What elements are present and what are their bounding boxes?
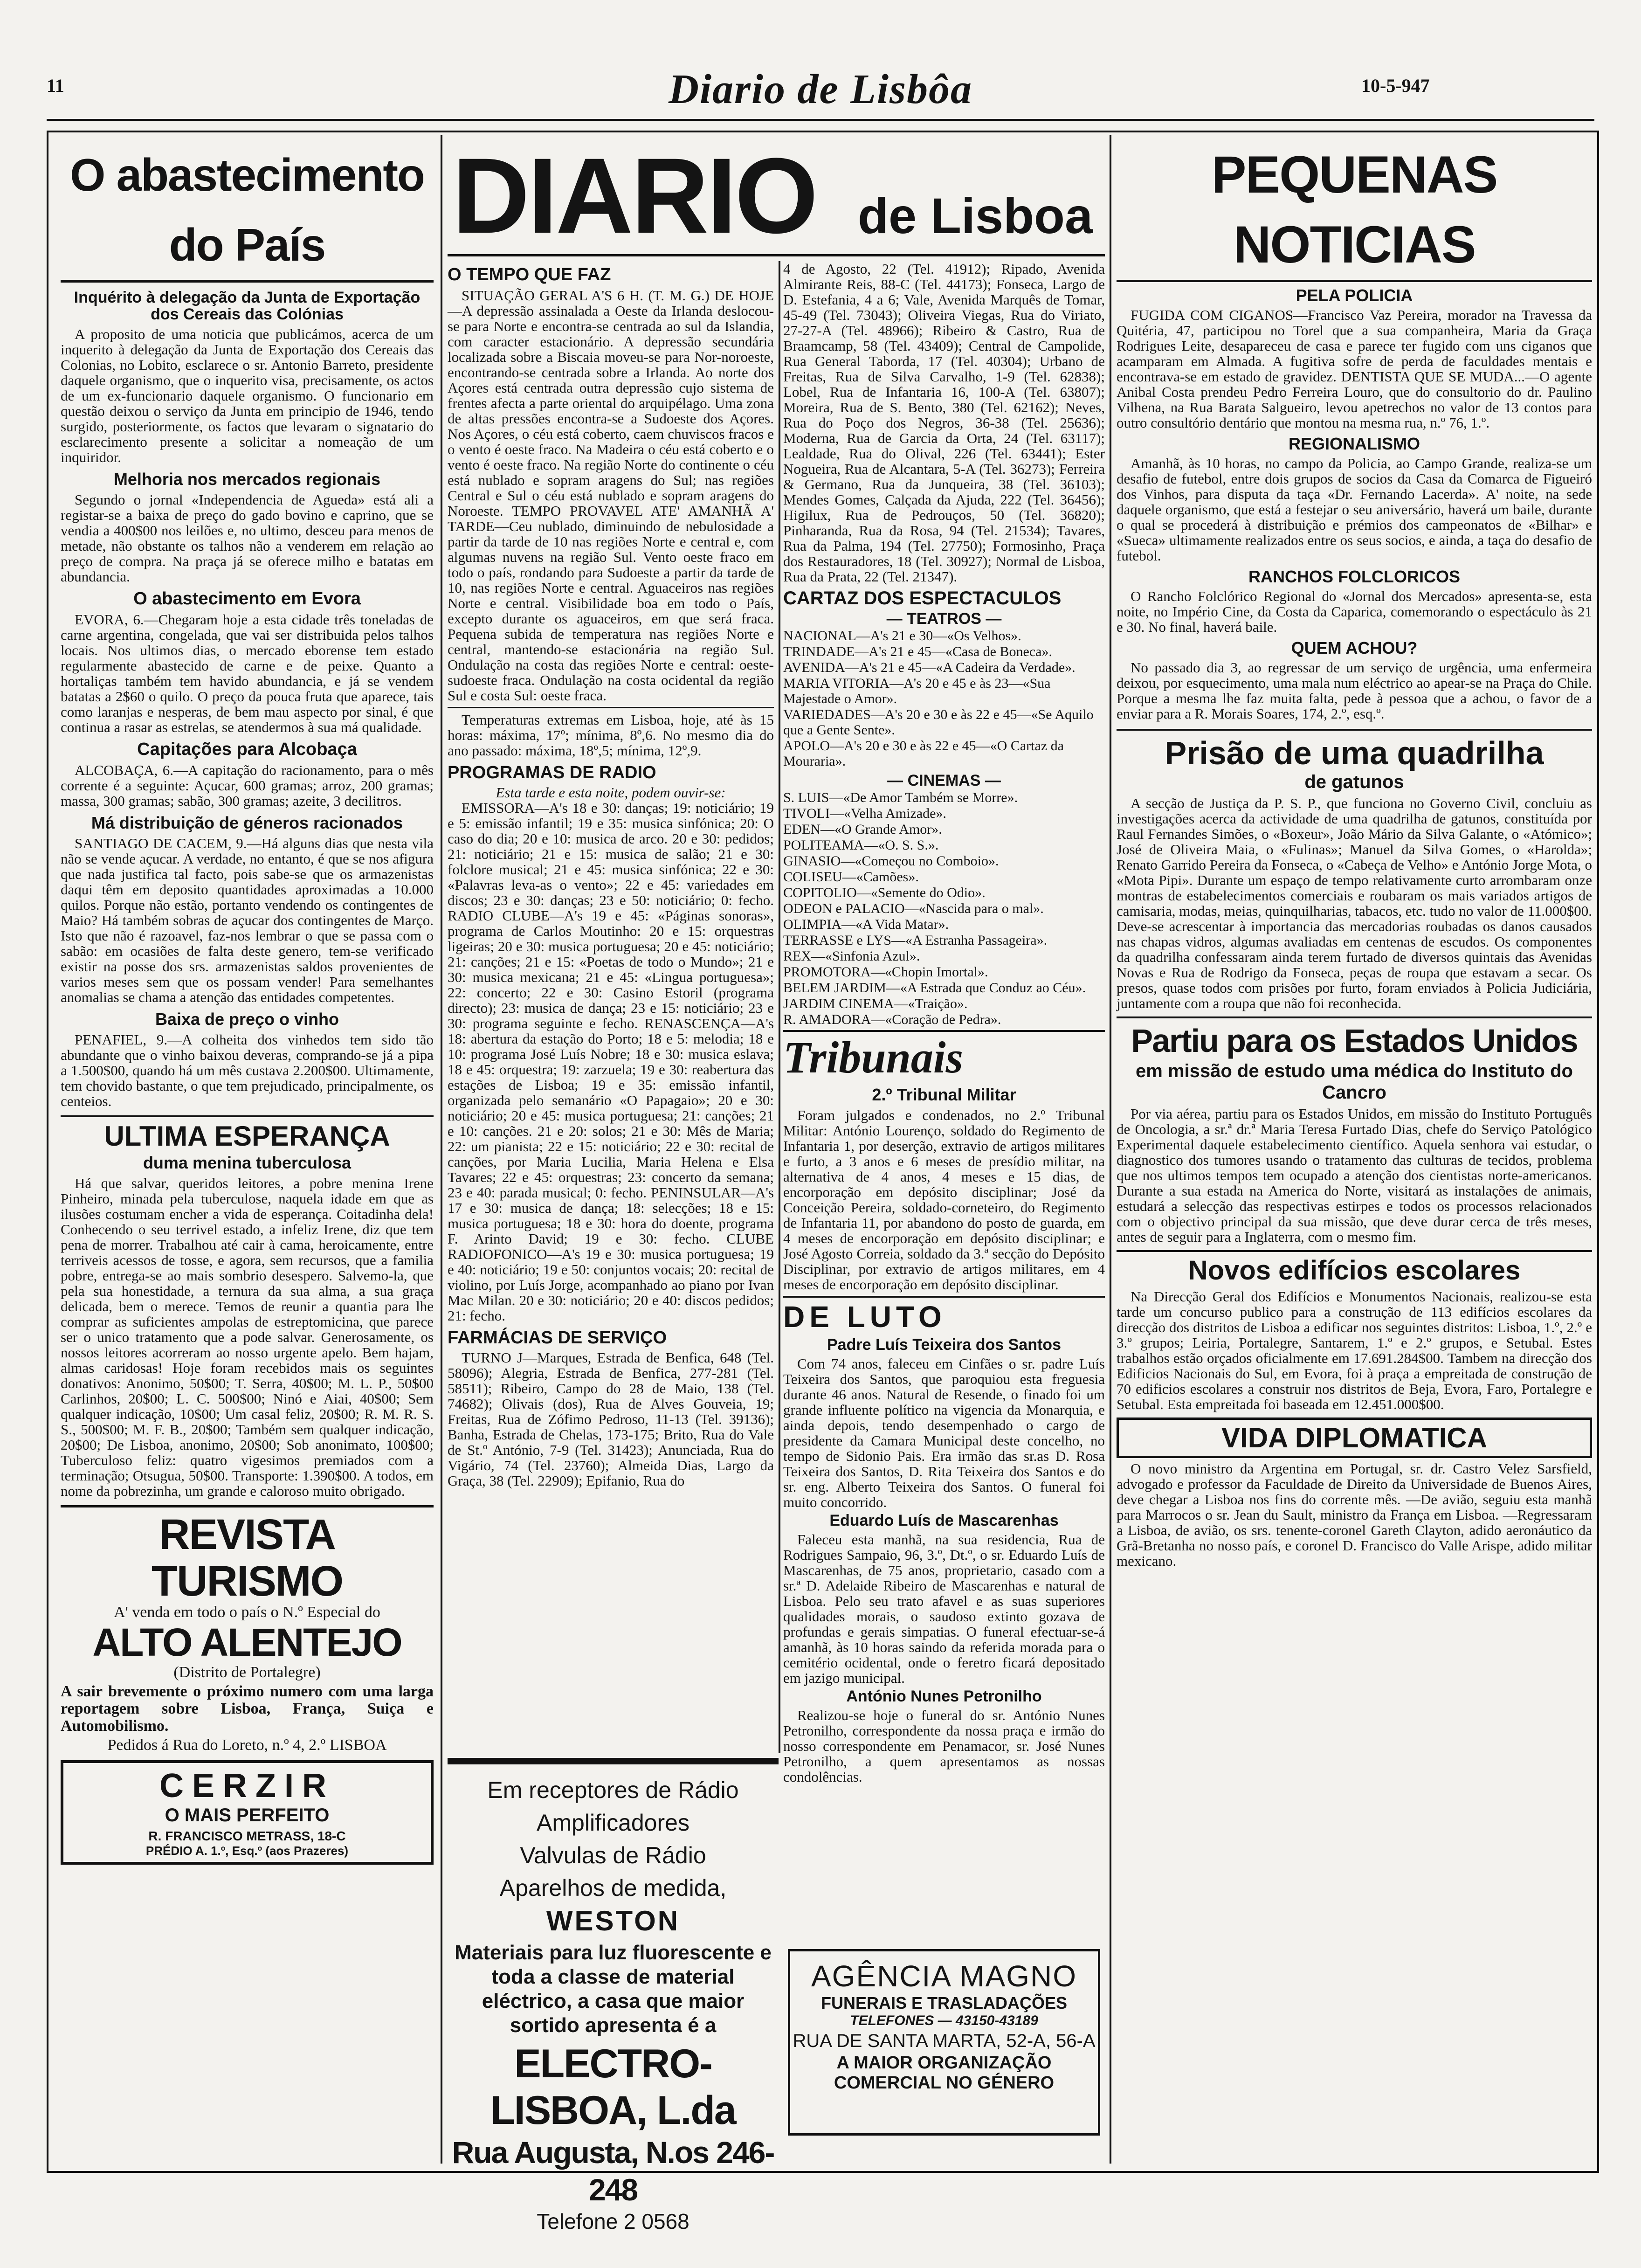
ad-line-2: Amplificadores <box>537 1810 689 1836</box>
ma-distribuicao-heading: Má distribuição de géneros racionados <box>91 813 403 832</box>
luto2-name: Eduardo Luís de Mascarenhas <box>829 1512 1059 1529</box>
cinema-item: COLISEU—«Camões». <box>783 869 919 885</box>
melhoria-heading: Melhoria nos mercados regionais <box>113 470 381 489</box>
alcobaca-heading: Capitações para Alcobaça <box>137 740 357 759</box>
tribunal-subtitle: 2.º Tribunal Militar <box>872 1085 1016 1104</box>
diario-logo-big: DIARIO <box>452 136 816 256</box>
ranchos-heading: RANCHOS FOLCLORICOS <box>1248 567 1460 586</box>
inquerito-heading: Inquérito à delegação da Junta de Exportação dos Cereais das Colónias <box>74 289 421 323</box>
ad-line-5: Materiais para luz fluorescente e toda a classe de material eléctrico, a casa que maior sortido apresenta é a <box>455 1941 772 2037</box>
agencia-tagline-2: COMERCIAL NO GÉNERO <box>834 2073 1055 2093</box>
ad-rua: Rua Augusta, N.os 246-248 <box>452 2135 774 2207</box>
teatros-heading: — TEATROS — <box>886 610 1002 628</box>
agencia-magno-ad <box>788 1949 1100 2136</box>
agencia-telefones: TELEFONES — 43150-43189 <box>850 2013 1038 2028</box>
revista-distrito: (Distrito de Portalegre) <box>173 1664 321 1681</box>
esperanca-title: ULTIMA ESPERANÇA <box>61 1115 434 1152</box>
issue-date: 10-5-947 <box>1361 75 1430 96</box>
cinema-item: COPITOLIO—«Semente do Odio». <box>783 885 986 900</box>
ad-weston: WESTON <box>546 1905 680 1936</box>
ad-electro: ELECTRO-LISBOA, L.da <box>490 2041 736 2133</box>
page-number: 11 <box>47 75 64 96</box>
cinema-item: JARDIM CINEMA—«Traição». <box>783 996 968 1011</box>
melhoria-body: Segundo o jornal «Independencia de Agueda» está ali a registar-se a baixa de preço do gado bovino e caprino, que se vendia a 400$00 nos leilões e, no ultimo, desceu para menos de metade, não obstante os talhos não a venderem em relação ao preço de compra. Na praça já se oferece milho e batatas em abundancia. <box>61 491 434 585</box>
revista-ad <box>61 1505 434 1754</box>
alcobaca-body: ALCOBAÇA, 6.—A capitação do racionamento, para o mês corrente é a seguinte: Açucar, 600 gramas; arroz, 200 gramas; massa, 300 gramas; sabão, 300 gramas; azeite, 3 decilitros. <box>61 762 434 809</box>
agencia-rua: RUA DE SANTA MARTA, 52-A, 56-A <box>793 2031 1096 2051</box>
inquerito-body: A proposito de uma noticia que publicámos, acerca de um inquerito à delegação da Junta de Exportação dos Cereais das Colonias, no Lobito, esclarece o sr. Antonio Barreto, presidente daquele organismo, que o inquerito visa, precisamente, os actos de um ex-funcionario daquele organismo. O funcionario em questão deixou o serviço da Junta em principio de 1946, tendo surgido, posteriormente, os factos que levaram o signatario do esclarecimento presente a solicitar a nomeação de um inquiridor. <box>61 326 434 465</box>
luto1-name: Padre Luís Teixeira dos Santos <box>827 1336 1061 1354</box>
revista-pedidos: Pedidos á Rua do Loreto, n.º 4, 2.º LISBOA <box>107 1736 387 1754</box>
vida-body: O novo ministro da Argentina em Portugal, sr. dr. Castro Velez Sarsfield, advogado e professor da Faculdade de Direito da Universidade de Buenos Aires, deve chegar a Lisboa nos fins do corrente mês. —De avião, seguiu esta manhã para Marrocos o sr. Jean du Sault, ministro da França em Lisboa. —Regressaram a Lisboa, de avião, os srs. tenente-coronel Gareth Clayton, adido aeronáutico da Grã-Bretanha no nosso país, e coronel D. Francisco do Valle Arispe, adido militar mexicano. <box>1117 1460 1592 1569</box>
cinema-item: ODEON e PALACIO—«Nascida para o mal». <box>783 901 1044 916</box>
ad-line-1: Em receptores de Rádio <box>487 1777 739 1803</box>
esperanca-subtitle: duma menina tuberculosa <box>143 1153 352 1172</box>
col1-title: O abastecimento do País <box>61 140 434 283</box>
tribunal-body: Foram julgados e condenados, no 2.º Tribunal Militar: António Lourenço, soldado do Regimento de Infantaria 1, por deserção, extravio de artigos militares e furto, a 3 anos e 6 meses de presídio militar, na alternativa de 4 anos, 4 meses e 15 dias, de encorporação em depósito disciplinar; José da Conceição Pereira, soldado-corneteiro, do Regimento de Infantaria 11, por abandono do posto de guarda, em 4 meses de encorporação em depósito disciplinar; e José Agosto Correia, soldado da 3.ª secção do Depósito Disciplinar, por extravio de artigos militares, em 4 meses de encorporação em depósito disciplinar. <box>783 1107 1105 1293</box>
partiu-body: Por via aérea, partiu para os Estados Unidos, em missão do Instituto Português de Oncologia, a sr.ª dr.ª Maria Teresa Furtado Dias, chefe do Serviço Patológico Experimental daquele estabelecimento científico. Aquela senhora vai estudar, o diagnostico dos tumores usando o tratamento das culturas de tecidos, problema que nos ultimos tempos tem ocupado a atenção dos cientistas norte-americanos. Durante a sua estada na America do Norte, visitará as instalações de animais, estudará a selecção das respectivas estirpes e todos os processos relacionados com o objectivo principal da sua missão, que deve durar cerca de três meses, antes de seguir para a Inglaterra, com o mesmo fim. <box>1117 1106 1592 1245</box>
ad-line-4: Aparelhos de medida, <box>499 1875 727 1901</box>
edificios-title: Novos edifícios escolares <box>1117 1250 1592 1286</box>
ranchos-body: O Rancho Folclórico Regional do «Jornal dos Mercados» apresenta-se, esta noite, no Império Cine, da Costa da Caparica, comemorando o espectáculo às 21 e 30. No final, haverá baile. <box>1117 588 1592 635</box>
electro-lisboa-ad <box>448 1758 779 2233</box>
esperanca-body: Há que salvar, queridos leitores, a pobre menina Irene Pinheiro, minada pela tuberculose, naquela idade em que as ilusões costumam encher a vida de esperança. Coitadinha dela! Conhecendo o seu terrivel estado, a infeliz Irene, diz que tem pena de morrer. Trabalhou até cair à cama, heroicamente, entre terriveis acessos de tosse, e agora, sem recursos, que a familia pobre, entrega-se ao mais sombrio desespero. Salvemo-la, que pela sua honestidade, a ternura da sua alma, a sua graça delicada, bem o merece. Temos de reunir a quantia para lhe comprar as suficientes ampolas de estreptomicina, que parece ser o unico tratamento que a pode salvar. Generosamente, os nossos leitores acorreram ao nosso urgente apelo. Bem hajam, almas caridosas! Hoje foram recebidos mais os seguintes donativos: Anonimo, 50$00; T. Serra, 40$00; M. L. P., 50$00 Carlinhos, 20$00; L. C. 500$00; Ninó e Aiai, 40$00; Sem qualquer indicação, 10$00; Um casal feliz, 20$00; R. M. R. S. S., 500$00; M. F. B., 20$00; Também sem qualquer indicação, 20$00; De Lisboa, anonimo, 20$00; Sob anonimato, 100$00; Tuberculoso feliz: quatro vigesimos premiados com a terminação; Otsugua, 50$00. Transporte: 1.390$00. A todos, em nome da pobrezinha, um grande e caloroso muito obrigado. <box>61 1175 434 1499</box>
agencia-subtitle: FUNERAIS E TRASLADAÇÕES <box>820 1993 1068 2012</box>
cerzir-address-1: R. FRANCISCO METRASS, 18-C <box>148 1829 346 1843</box>
radio-heading: PROGRAMAS DE RADIO <box>448 763 656 782</box>
radio-subtitle: Esta tarde e esta noite, podem ouvir-se: <box>496 784 726 801</box>
tempo-body: SITUAÇÃO GERAL A'S 6 H. (T. M. G.) DE HOJE—A depressão assinalada a Oeste da Irlanda deslocou-se para Norte e encontra-se centrada ao sul da Islandia, com caracter estacionário. A depressão secundária localizada sobre a Biscaia moveu-se para Nor-noroeste, encontrando-se centrada sobre a Irlanda. Ao norte dos Açores está centrada outra depressão cujo sistema de frentes afecta a parte oriental do arquipélago. Uma zona de altas pressões encontra-se a Sudoeste dos Açores. Nos Açores, o céu está coberto, caem chuviscos fracos e o vento é oeste fraco. Na Madeira o céu está coberto e o vento é oeste fraco. Na região Norte do continente o céu está nublado e sopram aragens do Sul; nas regiões Central e Sul o céu está nublado e sopram aragens do Noroeste. TEMPO PROVAVEL ATE' AMANHÃ A' TARDE—Ceu nublado, diminuindo de nebulosidade a partir da tarde de 10 nas regiões Norte e central e, com algumas nuvens na região Sul. Vento oeste fraco em todo o país, rondando para Sudoeste a partir da tarde de 10, nas regiões Norte e central. Aguaceiros nas regiões Norte e central. Visibilidade boa em todo o País, excepto durante os aguaceiros, em que será fraca. Pequena subida de temperatura nas regiões Norte e central, mantendo-se estacionária na região Sul. Ondulação na costa das regiões Norte e central: oeste-sudoeste fraca. Ondulação na costa ocidental da região Sul e costa Sul: oeste fraca. <box>448 287 774 704</box>
vinho-body: PENAFIEL, 9.—A colheita dos vinhedos tem sido tão abundante que o vinho baixou deveras, comprando-se já a pipa a 1.500$00, quando há um mês custava 2.200$00. Ultimamente, tem chovido bastante, o que tem prejudicado, principalmente, os centeios. <box>61 1031 434 1109</box>
cerzir-address-2: PRÉDIO A. 1.º, Esq.º (aos Prazeres) <box>145 1844 349 1858</box>
column-rule-2 <box>779 261 780 1753</box>
column-4 <box>1117 140 1592 2164</box>
cinema-item: OLIMPIA—«A Vida Matar». <box>783 917 949 932</box>
cinema-item: REX—«Sinfonia Azul». <box>783 948 920 964</box>
teatro-item: APOLO—A's 20 e 30 e às 22 e 45—«O Cartaz da Mouraria». <box>783 738 1064 769</box>
header-rule <box>47 119 1594 121</box>
teatro-item: AVENIDA—A's 21 e 45—«A Cadeira da Verdade». <box>783 660 1076 675</box>
radio-body: EMISSORA—A's 18 e 30: danças; 19: noticiário; 19 e 5: emissão infantil; 19 e 35: musica sinfónica; 20: O caso do dia; 20 e 10: musica de arco. 20 e 30: pedidos; 21: noticiário; 21 e 15: musica de salão; 21 e 30: folclore musical; 21 e 45: musica sinfónica; 22 e 30: «Palavras leva-as o vento»; 22 e 45: variedades em discos; 23 e 30: danças; 23 e 50: noticiário; 0: fecho. RADIO CLUBE—A's 19 e 45: «Páginas sonoras», programa de Carlos Moutinho: 20 e 15: orquestras ligeiras; 20 e 30: musica portuguesa; 20 e 45: noticiário; 21: canções; 21 e 15: «Poetas de todo o Mundo»; 21 e 30: musica mexicana; 21 e 45: «Lingua portuguesa»; 22: concerto; 22 e 30: Casino Estoril (programa directo); 23: musica de dança; 23 e 15: noticiário; 23 e 30: programa seguinte e fecho. RENASCENÇA—A's 18: abertura da estação do Porto; 18 e 5: melodia; 18 e 10: programa José Luís Nobre; 18 e 30: musica eslava; 18 e 45: orquestra; 19: zarzuela; 19 e 30: reabertura das estações de Lisboa; 19 e 35: emissão infantil, organizada pelo semanário «O Papagaio»; 20 e 30: noticiário; 20 e 45: musica portuguesa; 21: canções; 21 e 10: canções. 21 e 20: solos; 21 e 30: Mês de Maria; 22: um pianista; 22 e 15: noticiário; 22 e 30: recital de canções, por Maria Lucilia, Maria Helena e Elsa Tavares; 22 e 45: orquestras; 23: concerto da semana; 23 e 40: parada musical; 0: fecho. PENINSULAR—A's 17 e 30: musica de dança; 18: selecções; 18 e 15: musica portuguesa; 18 e 30: hora do doente, programa F. Arinto David; 19 e 30: fecho. CLUBE RADIOFONICO—A's 19 e 30: musica portuguesa; 19 e 40: noticiário; 19 e 50: conjuntos vocais; 20: recital de violino, por Luís Jorge, acompanhado ao piano por Ivan Mac Milan. 20 e 30: noticiário; 20 e 40: discos pedidos; 21: fecho. <box>448 800 774 1324</box>
column-rule-1 <box>441 135 442 2164</box>
prisao-subtitle: de gatunos <box>1304 772 1404 792</box>
regionalismo-body: Amanhã, às 10 horas, no campo da Policia, ao Campo Grande, realiza-se um desafio de futebol, entre dois grupos de socios da Casa da Comarca de Figueiró dos Vinhos, para disputa da taça «Dr. Fernando Lacerda». A' noite, na sede daquele organismo, que está a festejar o seu aniversário, haverá um baile, durante o qual se procederá à distribuição e prémios dos campeonatos de «Bilhar» e «Sueca» ultimamente realizados entre os seus socios, e ainda, a taça do desafio de futebol. <box>1117 455 1592 564</box>
vida-title: VIDA DIPLOMATICA <box>1117 1418 1592 1458</box>
cinema-item: EDEN—«O Grande Amor». <box>783 822 942 837</box>
cinema-item: S. LUIS—«De Amor Também se Morre». <box>783 790 1018 805</box>
teatro-item: NACIONAL—A's 21 e 30—«Os Velhos». <box>783 628 1021 643</box>
luto2-body: Faleceu esta manhã, na sua residencia, Rua de Rodrigues Sampaio, 96, 3.º, Dt.º, o sr. Eduardo Luís de Mascarenhas, de 75 anos, proprietario, casado com a sr.ª D. Adelaide Ribeiro de Mascarenhas e natural de Lisboa. Pelo seu trato afavel e as suas superiores qualidades morais, o saudoso extinto gozava de profundas e gerais simpatias. O funeral efectuar-se-á amanhã, às 10 horas saindo da referida morada para o cemitério ocidental, onde o feretro ficará depositado em jazigo municipal. <box>783 1531 1105 1686</box>
prisao-body: A secção de Justiça da P. S. P., que funciona no Governo Civil, concluiu as investigações acerca da actividade de uma quadrilha de gatunos, constituída por Raul Fernandes Simões, o «Boxeur», João Mário da Silva Galante, o «Atómico»; José de Oliveira Maia, o «Fulinas»; Manuel da Silva Gomes, o «Harolda»; Renato Garrido Pereira da Fonseca, o «Cabeça de Velho» e António Jorge Mota, o «Mota Pipi». Durante um espaço de tempo relativamente curto arrombaram onze montras de estabelecimentos comerciais e roubaram os mais variados artigos de camisaria, modas, meias, quinquilharias, tabacos, etc. tudo no valor de 11.000$00. Deve-se acrescentar à importancia das mercadorias roubadas os danos causados nas chapas vidros, algumas avaliadas em centenas de escudos. Os componentes da quadrilha confessaram ainda terem furtado de diversos quintais das Avenidas Novas e Rua de Rodrigo da Fonseca, peças de roupa que estavam a secar. Os presos, quase todos com prisões por furto, foram enviados à Policia Judiciária, juntamente com a roupa que não foi reconhecida. <box>1117 795 1592 1011</box>
teatro-item: MARIA VITORIA—A's 20 e 45 e às 23—«Sua Majestade o Amor». <box>783 676 1051 706</box>
evora-heading: O abastecimento em Evora <box>133 589 361 608</box>
partiu-subtitle: em missão de estudo uma médica do Instituto do Cancro <box>1136 1061 1573 1103</box>
agencia-title: AGÊNCIA MAGNO <box>811 1959 1077 1993</box>
cinema-item: TERRASSE e LYS—«A Estranha Passageira». <box>783 933 1048 948</box>
cerzir-title: CERZIR <box>159 1767 335 1805</box>
farmacias-body: TURNO J—Marques, Estrada de Benfica, 648 (Tel. 58096); Alegria, Estrada de Benfica, 277-281 (Tel. 58511); Ribeiro, Campo do 28 de Maio, 138 (Tel. 74682); Olivais (dos), Rua de Alves Gouveia, 19; Freitas, Rua de Zófimo Pedroso, 11-13 (Tel. 39136); Banha, Estrada de Chelas, 173-175; Brito, Rua do Vale de St.º António, 7-9 (Tel. 31423); Anunciada, Rua do Vigário, 74 (Tel. 23760); Almeida Dias, Largo da Graça, 38 (Tel. 22909); Epifanio, Rua do <box>448 1349 774 1489</box>
luto-heading: DE LUTO <box>783 1296 1105 1334</box>
revista-line1: A' venda em todo o país o N.º Especial do <box>114 1604 380 1621</box>
revista-body: A sair brevemente o próximo numero com uma larga reportagem sobre Lisboa, França, Suiça e Automobilismo. <box>61 1683 434 1735</box>
farmacias-continuation: 4 de Agosto, 22 (Tel. 41912); Ripado, Avenida Almirante Reis, 88-C (Tel. 44173); Fonseca, Largo de D. Estefania, 4 a 6; Vale, Avenida Marquês de Tomar, 45-49 (Tel. 73043); Oliveira Viegas, Rua do Viriato, 27-27-A (Tel. 48966); Ribeiro & Castro, Rua de Braamcamp, 58 (Tel. 43409); Central de Campolide, Rua General Taborda, 17 (Tel. 40304); Urbano de Freitas, Rua de Silva Carvalho, 1-9 (Tel. 62838); Lobel, Rua de Infantaria 16, 100-A (Tel. 63807); Moreira, Rua de S. Bento, 380 (Tel. 62162); Neves, Rua do Poço dos Negros, 36-38 (Tel. 25636); Moderna, Rua de Garcia da Orta, 24 (Tel. 63117); Lealdade, Rua do Olival, 226 (Tel. 63441); Ester Nogueira, Rua de Alcantara, 5-A (Tel. 36273); Ferreira & Germano, Rua da Junqueira, 38 (Tel. 36103); Mendes Gomes, Calçada da Ajuda, 222 (Tel. 36456); Higilux, Rua de Pedrouços, 50 (Tel. 36820); Pinharanda, Rua da Rosa, 94 (Tel. 21534); Tavares, Rua da Palma, 194 (Tel. 27750); Formosinho, Praça dos Restauradores, 18 (Tel. 30927); Normal de Lisboa, Rua da Prata, 22 (Tel. 21347). <box>783 261 1105 585</box>
ad-line-3: Valvulas de Rádio <box>520 1842 706 1868</box>
cinema-item: GINASIO—«Começou no Comboio». <box>783 853 999 869</box>
edificios-body: Na Direcção Geral dos Edifícios e Monumentos Nacionais, realizou-se esta tarde um concurso publico para a construção de 113 edifícios escolares da direcção dos distritos de Lisboa a edificar nos seguintes distritos: Lisboa, 1.º, 2.º e 3.º grupos; Leiria, Portalegre, Santarem, 1.º e 2.º grupos, e Setubal. Estes trabalhos estão orçados oficialmente em 17.691.284$00. Tambem na direcção dos Edificios Nacionais do Sul, em Evora, foi à praça a empreitada de construção de 70 edificios escolares a construir nos distritos de Beja, Evora, Faro, Portalegre e Setubal. Esta empreitada foi baseada em 12.451.000$00. <box>1117 1288 1592 1412</box>
evora-body: EVORA, 6.—Chegaram hoje a esta cidade três toneladas de carne argentina, congelada, que vai ser distribuida pelos talhos locais. Nos ultimos dias, o mercado eborense tem estado regularmente abastecido de carne e de peixe. Quanto a hortaliças também tem havido abundancia, e já se vendem batatas a 2$60 o quilo. O preço da pouca fruta que aparece, tais como laranjas e nesperas, de bem mau aspecto por sinal, é que continua a rasar as estrelas, se atendermos à sua má qualidade. <box>61 611 434 735</box>
revista-title: REVISTA TURISMO <box>151 1511 343 1605</box>
diario-logo-small: de Lisboa <box>858 187 1093 244</box>
cinemas-heading: — CINEMAS — <box>887 772 1001 789</box>
column-2 <box>448 261 774 1753</box>
ad-telefone: Telefone 2 0568 <box>537 2209 689 2233</box>
regionalismo-heading: REGIONALISMO <box>1288 434 1420 453</box>
column-1 <box>61 140 434 2164</box>
cinemas-list <box>783 790 1105 1027</box>
cerzir-subtitle: O MAIS PERFEITO <box>165 1805 330 1825</box>
luto1-body: Com 74 anos, faleceu em Cinfães o sr. padre Luís Teixeira dos Santos, que paroquiou esta freguesia durante 46 anos. Natural de Resende, o finado foi um grande influente político na vigencia da Monarquia, e ainda depois, tendo desempenhado o cargo de presidente da Camara Municipal deste concelho, no tempo de Sidonio Pais. Era irmão das sr.as D. Rosa Teixeira dos Santos, D. Rita Teixeira dos Santos e do sr. eng. Alberto Teixeira dos Santos. O funeral foi muito concorrido. <box>783 1355 1105 1510</box>
vinho-heading: Baixa de preço o vinho <box>155 1010 339 1029</box>
teatro-item: VARIEDADES—A's 20 e 30 e às 22 e 45—«Se Aquilo que a Gente Sente». <box>783 707 1094 738</box>
tribunais-heading: Tribunais <box>783 1030 1105 1083</box>
teatro-item: TRINDADE—A's 21 e 45—«Casa de Boneca». <box>783 644 1052 659</box>
farmacias-heading: FARMÁCIAS DE SERVIÇO <box>448 1328 667 1348</box>
cinema-item: POLITEAMA—«O. S. S.». <box>783 837 939 853</box>
cinema-item: TIVOLI—«Velha Amizade». <box>783 806 946 821</box>
masthead: Diario de Lisbôa <box>669 66 972 112</box>
temperatures-body: Temperaturas extremas em Lisboa, hoje, até às 15 horas: máxima, 17º; mínima, 8º,6. No mesmo dia do ano passado: máxima, 18º,5; mínima, 12º,9. <box>448 707 774 758</box>
luto3-body: Realizou-se hoje o funeral do sr. António Nunes Petronilho, correspondente da nossa praça e irmão do nosso correspondente em Penamacor, sr. José Nunes Petronilho, a quem apresentamos as nossas condolências. <box>783 1707 1105 1785</box>
cartaz-heading: CARTAZ DOS ESPECTACULOS <box>783 588 1062 608</box>
achou-body: No passado dia 3, ao regressar de um serviço de urgência, uma enfermeira deixou, por esquecimento, uma mala num eléctrico ao apear-se na Praça do Chile. Porque a mesma lhe faz muita falta, pede à pessoa que a achou, o favor de a enviar para a R. Morais Soares, 174, 2.º, esq.º. <box>1117 659 1592 722</box>
partiu-title: Partiu para os Estados Unidos <box>1117 1016 1592 1060</box>
cerzir-ad <box>61 1760 434 1865</box>
cinema-item: R. AMADORA—«Coração de Pedra». <box>783 1012 1001 1027</box>
tempo-heading: O TEMPO QUE FAZ <box>448 265 611 284</box>
policia-heading: PELA POLICIA <box>1296 286 1413 305</box>
policia-body: FUGIDA COM CIGANOS—Francisco Vaz Pereira, morador na Travessa da Quitéria, 47, participou no Torel que a sua companheira, Maria da Graça Rodrigues Leite, desapareceu de casa e parece ter fugido com uns ciganos que acamparam em Almada. A fugitiva sofre de perda de faculdades mentais e encontrava-se em estado de gravidez. DENTISTA QUE SE MUDA...—O agente Anibal Costa prendeu Pedro Ferreira Louro, que do consultorio do dr. Paulino Vilhena, na Rua Barata Salgueiro, levou apetrechos no valor de 13 contos para outro consultório dentário que montou na mesma rua, n.º 76, 1.º. <box>1117 307 1592 431</box>
cinema-item: BELEM JARDIM—«A Estrada que Conduz ao Céu». <box>783 980 1086 996</box>
col4-title: PEQUENAS NOTICIAS <box>1117 140 1592 282</box>
column-rule-3 <box>1110 135 1111 2164</box>
luto3-name: António Nunes Petronilho <box>846 1687 1042 1705</box>
achou-heading: QUEM ACHOU? <box>1291 638 1418 657</box>
prisao-title: Prisão de uma quadrilha <box>1117 729 1592 772</box>
column-3 <box>783 261 1105 1958</box>
cinema-item: PROMOTORA—«Chopin Imortal». <box>783 964 988 980</box>
agencia-tagline-1: A MAIOR ORGANIZAÇÃO <box>836 2053 1052 2073</box>
diario-logo <box>448 136 1105 256</box>
teatros-list <box>783 628 1105 769</box>
ma-distribuicao-body: SANTIAGO DE CACEM, 9.—Há alguns dias que nesta vila não se vende açucar. A verdade, no entanto, é que se nos afigura que nada justifica tal facto, pois sabe-se que os armazenistas daqui têm em deposito quantidades aproximadas a 10.000 quilos. Porque não estão, portanto vendendo os contingentes de Maio? Há também sobras de açucar dos contingentes de Março. Isto que não é razoavel, faz-nos lembrar o que se passa com o sabão: em ocasiões de falta deste genero, tem-se verificado existir na posse dos srs. armazenistas saldos provenientes de varios meses sem que os possam vender! Para semelhantes anomalias se chama a atenção das entidades competentes. <box>61 835 434 1005</box>
revista-alentejo: ALTO ALENTEJO <box>92 1620 402 1664</box>
